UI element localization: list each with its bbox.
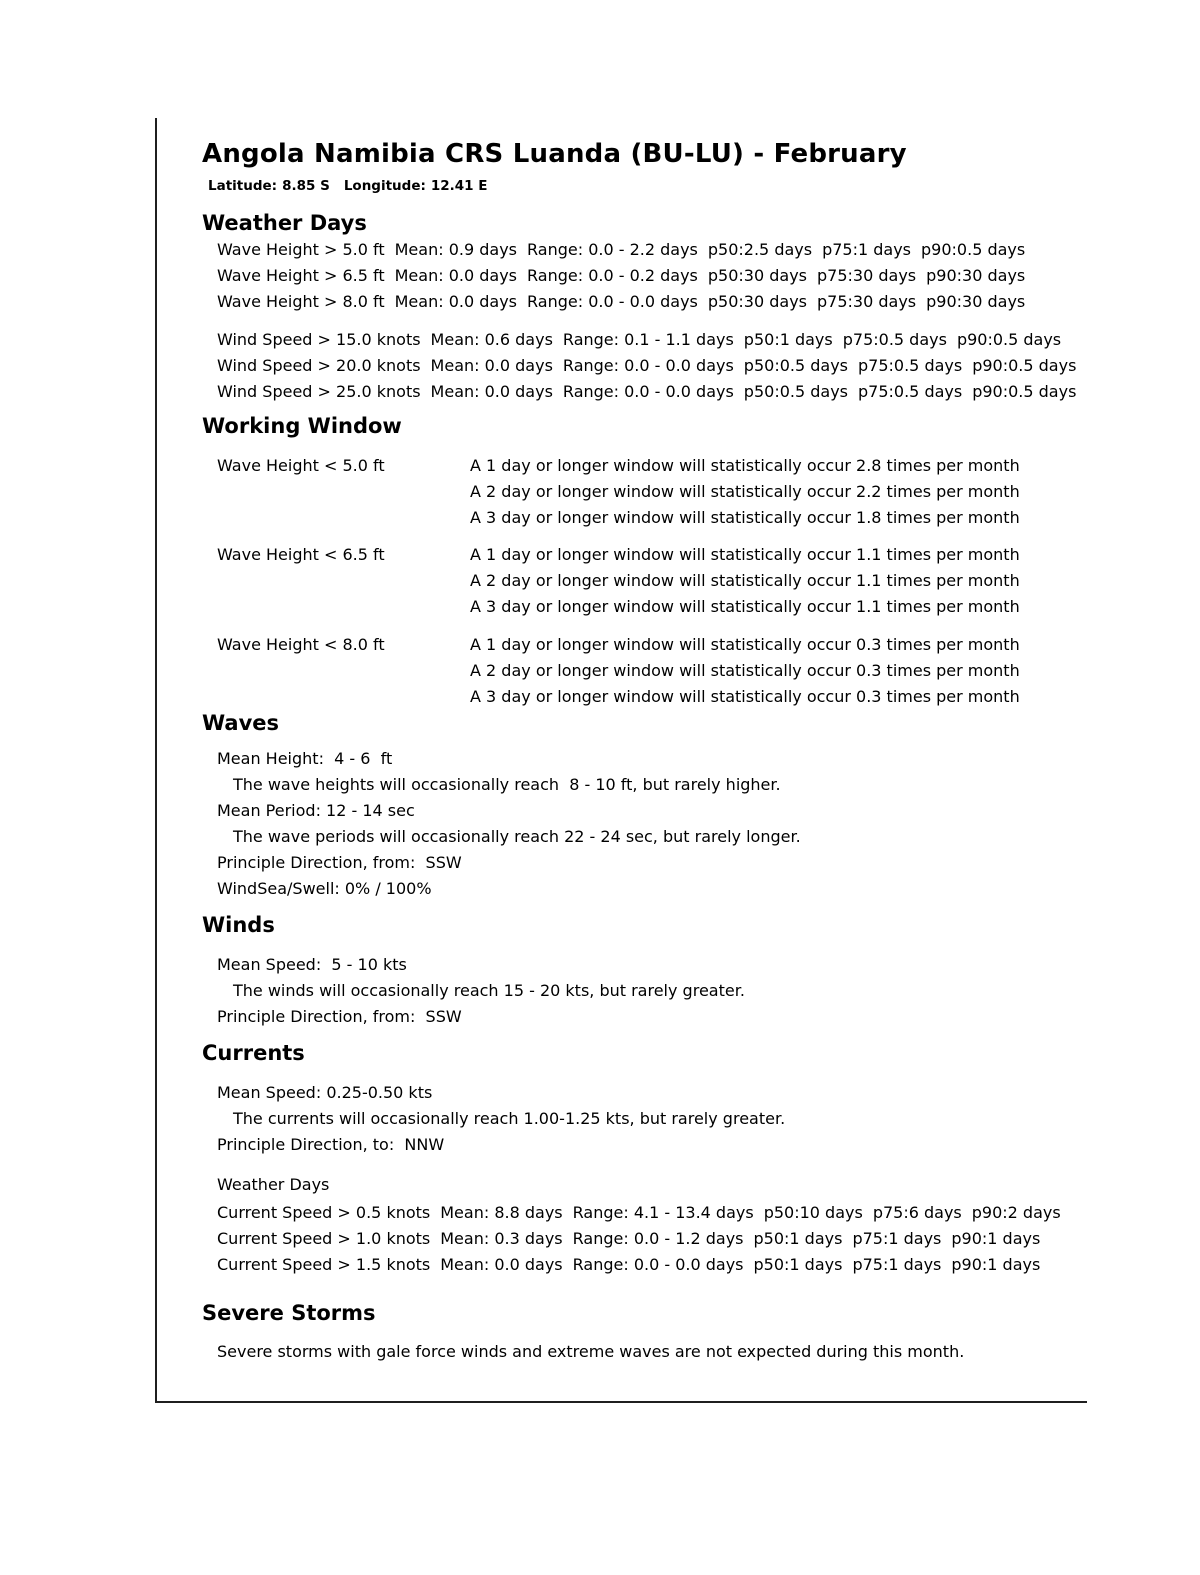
condition: Wind Speed > 25.0 knots [217, 381, 421, 401]
latitude-value: 8.85 S [282, 177, 330, 194]
mean-period-line: Mean Period: 12 - 14 sec [217, 800, 415, 820]
p50-value: p50:30 days [707, 291, 807, 311]
p50-value: p50:10 days [763, 1202, 863, 1222]
weather-day-row [202, 353, 1132, 379]
p75-value: p75:0.5 days [858, 355, 963, 375]
weather-day-row [202, 1200, 1132, 1226]
weather-days-heading: Weather Days [202, 210, 367, 235]
working-window-group [202, 632, 1132, 710]
latitude [208, 178, 330, 194]
p90-value: p90:30 days [926, 291, 1026, 311]
wave-height-note: The wave heights will occasionally reach 8 - 10 ft, but rarely higher. [233, 774, 781, 794]
current-direction-line: Principle Direction, to: NNW [217, 1134, 445, 1154]
longitude [344, 178, 488, 194]
p75-value: p75:0.5 days [858, 381, 963, 401]
p90-value: p90:0.5 days [956, 329, 1062, 349]
p75-value: p75:6 days [872, 1202, 962, 1222]
condition: Current Speed > 1.0 knots [217, 1228, 431, 1248]
window-stat-line: A 1 day or longer window will statistically occur 2.8 times per month [470, 455, 1020, 475]
p50-value: p50:1 days [753, 1254, 843, 1274]
window-stat-line: A 2 day or longer window will statistically occur 2.2 times per month [470, 481, 1020, 501]
window-stat-line: A 1 day or longer window will statistically occur 0.3 times per month [470, 634, 1020, 654]
window-stat-line: A 3 day or longer window will statistically occur 1.8 times per month [470, 507, 1020, 527]
condition: Current Speed > 1.5 knots [217, 1254, 431, 1274]
coordinates-line [202, 178, 1132, 194]
mean-value: Mean: 0.0 days [440, 1254, 563, 1274]
p50-value: p50:1 days [743, 329, 833, 349]
condition: Current Speed > 0.5 knots [217, 1202, 431, 1222]
weather-day-row [202, 379, 1132, 405]
mean-value: Mean: 0.3 days [440, 1228, 563, 1248]
current-speed-rows [202, 1200, 1132, 1278]
page-border-left [155, 118, 157, 1403]
current-speed-note: The currents will occasionally reach 1.00-1.25 kts, but rarely greater. [233, 1108, 786, 1128]
p50-value: p50:1 days [753, 1228, 843, 1248]
p90-value: p90:1 days [951, 1228, 1041, 1248]
range-value: Range: 0.0 - 0.0 days [527, 291, 698, 311]
working-window-group [202, 453, 1132, 531]
range-value: Range: 0.0 - 1.2 days [572, 1228, 744, 1248]
severe-storms-heading: Severe Storms [202, 1300, 376, 1325]
weather-day-row [202, 263, 1132, 289]
wave-height-rows [202, 237, 1132, 315]
wind-speed-rows [202, 327, 1132, 405]
window-stat-line: A 2 day or longer window will statistically occur 0.3 times per month [470, 660, 1020, 680]
p50-value: p50:0.5 days [743, 355, 848, 375]
mean-value: Mean: 0.0 days [430, 381, 553, 401]
wave-period-note: The wave periods will occasionally reach 22 - 24 sec, but rarely longer. [233, 826, 801, 846]
mean-value: Mean: 0.0 days [394, 291, 517, 311]
mean-value: Mean: 0.9 days [394, 239, 517, 259]
mean-value: Mean: 8.8 days [440, 1202, 563, 1222]
weather-day-row [202, 327, 1132, 353]
p50-value: p50:2.5 days [707, 239, 813, 259]
winds-heading: Winds [202, 912, 275, 937]
currents-details [202, 1080, 1132, 1158]
working-window-label: Wave Height < 5.0 ft [217, 455, 385, 475]
window-stat-line: A 1 day or longer window will statistically occur 1.1 times per month [470, 544, 1020, 564]
latitude-label: Latitude: [208, 177, 278, 194]
range-value: Range: 0.0 - 2.2 days [527, 239, 698, 259]
range-value: Range: 0.0 - 0.0 days [562, 355, 734, 375]
p90-value: p90:1 days [951, 1254, 1041, 1274]
p50-value: p50:0.5 days [743, 381, 848, 401]
winds-details [202, 952, 1132, 1030]
range-value: Range: 0.0 - 0.0 days [562, 381, 734, 401]
report-content [202, 0, 1132, 1365]
p75-value: p75:1 days [852, 1254, 942, 1274]
longitude-label: Longitude: [343, 177, 426, 194]
p75-value: p75:1 days [852, 1228, 942, 1248]
window-stat-line: A 3 day or longer window will statistically occur 0.3 times per month [470, 686, 1020, 706]
p50-value: p50:30 days [707, 265, 807, 285]
range-value: Range: 0.0 - 0.0 days [572, 1254, 744, 1274]
p90-value: p90:0.5 days [921, 239, 1026, 259]
p90-value: p90:0.5 days [972, 355, 1077, 375]
working-window-lines [470, 632, 1020, 710]
mean-speed-line: Mean Speed: 0.25-0.50 kts [217, 1082, 433, 1102]
condition: Wave Height > 5.0 ft [217, 239, 385, 259]
wind-direction-line: Principle Direction, from: SSW [217, 1006, 462, 1026]
page-title: Angola Namibia CRS Luanda (BU-LU) - February [202, 139, 907, 169]
working-window-group [202, 542, 1132, 620]
waves-details [202, 746, 1132, 902]
p75-value: p75:1 days [822, 239, 912, 259]
wind-speed-note: The winds will occasionally reach 15 - 20 kts, but rarely greater. [233, 980, 745, 1000]
mean-value: Mean: 0.0 days [394, 265, 517, 285]
p75-value: p75:30 days [817, 265, 917, 285]
window-stat-line: A 2 day or longer window will statistically occur 1.1 times per month [470, 570, 1020, 590]
working-window-lines [470, 542, 1020, 620]
condition: Wave Height > 8.0 ft [217, 291, 385, 311]
severe-storms-text: Severe storms with gale force winds and extreme waves are not expected during this month. [217, 1341, 965, 1361]
working-window-label: Wave Height < 8.0 ft [217, 634, 385, 654]
waves-heading: Waves [202, 710, 280, 735]
weather-day-row [202, 237, 1132, 263]
p75-value: p75:0.5 days [842, 329, 947, 349]
mean-value: Mean: 0.6 days [430, 329, 553, 349]
p75-value: p75:30 days [817, 291, 917, 311]
working-window-heading: Working Window [202, 413, 402, 438]
p90-value: p90:0.5 days [972, 381, 1077, 401]
range-value: Range: 0.0 - 0.2 days [527, 265, 698, 285]
currents-heading: Currents [202, 1040, 305, 1065]
weather-day-row [202, 1252, 1132, 1278]
condition: Wind Speed > 20.0 knots [217, 355, 421, 375]
p90-value: p90:2 days [971, 1202, 1061, 1222]
mean-speed-line: Mean Speed: 5 - 10 kts [217, 954, 407, 974]
p90-value: p90:30 days [926, 265, 1026, 285]
weather-day-row [202, 1226, 1132, 1252]
range-value: Range: 0.1 - 1.1 days [562, 329, 734, 349]
working-window-lines [470, 453, 1020, 531]
longitude-value: 12.41 E [430, 177, 488, 194]
page-border-bottom [155, 1401, 1087, 1403]
currents-weather-days-label: Weather Days [217, 1174, 330, 1194]
wave-direction-line: Principle Direction, from: SSW [217, 852, 462, 872]
condition: Wave Height > 6.5 ft [217, 265, 385, 285]
mean-height-line: Mean Height: 4 - 6 ft [217, 748, 393, 768]
mean-value: Mean: 0.0 days [430, 355, 553, 375]
working-window-label: Wave Height < 6.5 ft [217, 544, 385, 564]
windsea-swell-line: WindSea/Swell: 0% / 100% [217, 878, 432, 898]
window-stat-line: A 3 day or longer window will statistically occur 1.1 times per month [470, 596, 1020, 616]
weather-day-row [202, 289, 1132, 315]
range-value: Range: 4.1 - 13.4 days [572, 1202, 754, 1222]
condition: Wind Speed > 15.0 knots [217, 329, 421, 349]
